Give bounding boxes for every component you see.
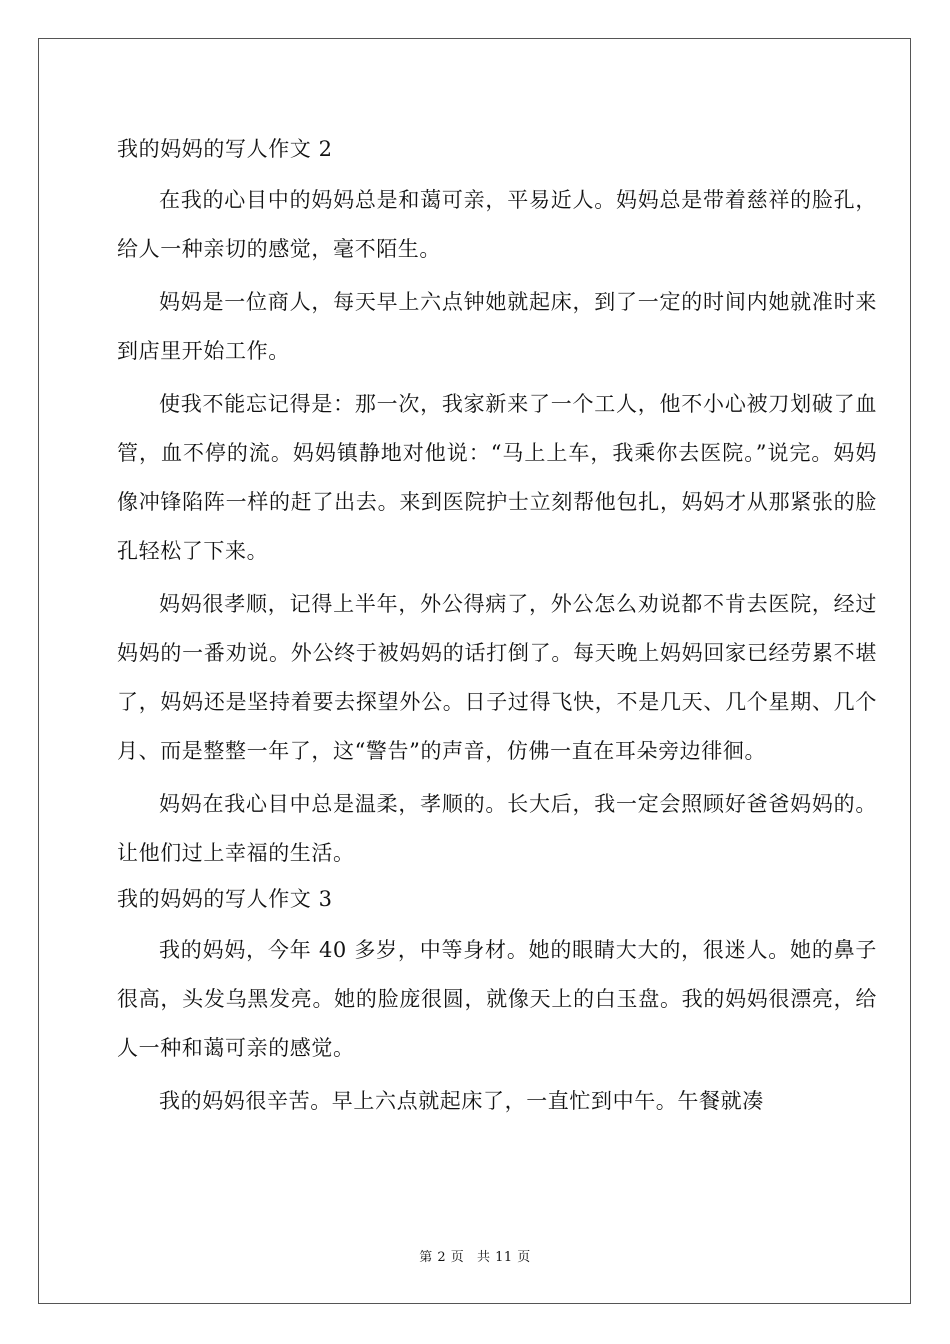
page-footer [0, 1246, 950, 1265]
paragraph: 妈妈很孝顺，记得上半年，外公得病了，外公怎么劝说都不肯去医院，经过妈妈的一番劝说。外公终于被妈妈的话打倒了。每天晚上妈妈回家已经劳累不堪了，妈妈还是坚持着要去探望外公。日子过得飞快，不是几天、几个星期、几个月、而是整整一年了，这“警告”的声音，仿佛一直在耳朵旁边徘徊。 [117, 592, 877, 763]
paragraph: 使我不能忘记得是：那一次，我家新来了一个工人，他不小心被刀划破了血管，血不停的流。妈妈镇静地对他说：“马上上车，我乘你去医院。”说完。妈妈像冲锋陷阵一样的赶了出去。来到医院护士立刻帮他包扎，妈妈才从那紧张的脸孔轻松了下来。 [117, 392, 877, 563]
paragraph: 我的妈妈，今年 40 多岁，中等身材。她的眼睛大大的，很迷人。她的鼻子很高，头发乌黑发亮。她的脸庞很圆，就像天上的白玉盘。我的妈妈很漂亮，给人一种和蔼可亲的感觉。 [117, 938, 877, 1060]
document-body [117, 128, 877, 1126]
page-number: 第 2 页 [419, 1250, 465, 1265]
paragraph: 在我的心目中的妈妈总是和蔼可亲，平易近人。妈妈总是带着慈祥的脸孔，给人一种亲切的感觉，毫不陌生。 [117, 188, 877, 261]
paragraph: 妈妈在我心目中总是温柔，孝顺的。长大后，我一定会照顾好爸爸妈妈的。让他们过上幸福的生活。 [117, 792, 877, 865]
section-title: 我的妈妈的写人作文 3 [117, 887, 333, 911]
paragraph: 妈妈是一位商人，每天早上六点钟她就起床，到了一定的时间内她就准时来到店里开始工作。 [117, 290, 877, 363]
page-total: 共 11 页 [476, 1250, 531, 1265]
section-title: 我的妈妈的写人作文 2 [117, 137, 333, 161]
paragraph: 我的妈妈很辛苦。早上六点就起床了，一直忙到中午。午餐就凑 [159, 1089, 764, 1113]
